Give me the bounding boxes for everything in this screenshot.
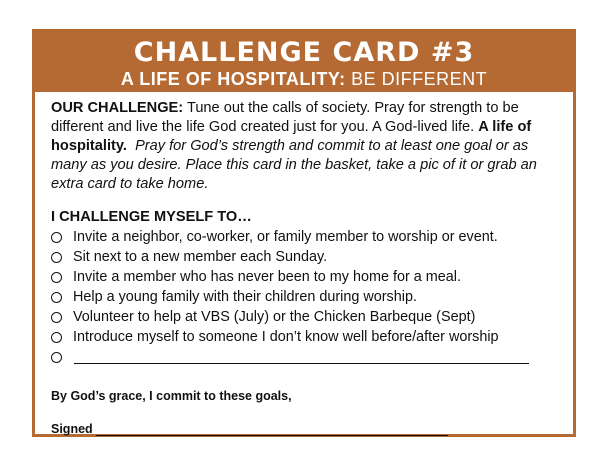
challenge-italic: Pray for God’s strength and commit to at least one goal or as many as you desire. Place this card in the basket, take a pic of it or grab an extra card to take home. (51, 138, 537, 192)
goal-item[interactable] (51, 287, 557, 307)
checkbox-circle[interactable] (51, 352, 62, 363)
checkbox-circle[interactable] (51, 232, 62, 243)
goal-text: Help a young family with their children during worship. (73, 289, 417, 305)
goal-item[interactable] (51, 247, 557, 267)
commit-text: By God’s grace, I commit to these goals, (51, 389, 292, 403)
goal-text: Introduce myself to someone I don’t know well before/after worship (73, 329, 499, 345)
challenge-text: Tune out the calls of society. Pray for strength to be different and live the life God created just for you. A God-lived life. (51, 100, 519, 135)
subtitle-bold: A LIFE OF HOSPITALITY: (120, 69, 346, 89)
card-body (35, 92, 573, 436)
goal-text: Invite a neighbor, co-worker, or family member to worship or event. (73, 229, 498, 245)
signature-line[interactable] (96, 423, 448, 436)
challenge-paragraph (51, 99, 557, 194)
subtitle-rest: BE DIFFERENT (351, 69, 488, 89)
checkbox-circle[interactable] (51, 272, 62, 283)
custom-goal-item[interactable] (51, 347, 557, 367)
goal-text: Sit next to a new member each Sunday. (73, 249, 328, 265)
checkbox-circle[interactable] (51, 312, 62, 323)
checkbox-circle[interactable] (51, 252, 62, 263)
card-subtitle (35, 69, 573, 89)
challenge-emphasis: A life of hospitality. (51, 119, 532, 154)
goal-item[interactable] (51, 227, 557, 247)
card-title: CHALLENGE CARD #3 (133, 37, 475, 68)
signed-label: Signed (51, 422, 93, 436)
goal-item[interactable] (51, 327, 557, 347)
challenge-card (32, 29, 576, 437)
challenge-label: OUR CHALLENGE: (51, 100, 184, 116)
goal-item[interactable] (51, 307, 557, 327)
myself-heading: I CHALLENGE MYSELF TO… (51, 209, 252, 225)
goal-list (51, 227, 557, 367)
checkbox-circle[interactable] (51, 292, 62, 303)
checkbox-circle[interactable] (51, 332, 62, 343)
goal-item[interactable] (51, 267, 557, 287)
goal-text: Volunteer to help at VBS (July) or the Chicken Barbeque (Sept) (73, 309, 476, 325)
signature-row (51, 422, 557, 436)
custom-goal-line[interactable] (74, 350, 529, 364)
goal-text: Invite a member who has never been to my home for a meal. (73, 269, 461, 285)
card-header (35, 32, 573, 92)
